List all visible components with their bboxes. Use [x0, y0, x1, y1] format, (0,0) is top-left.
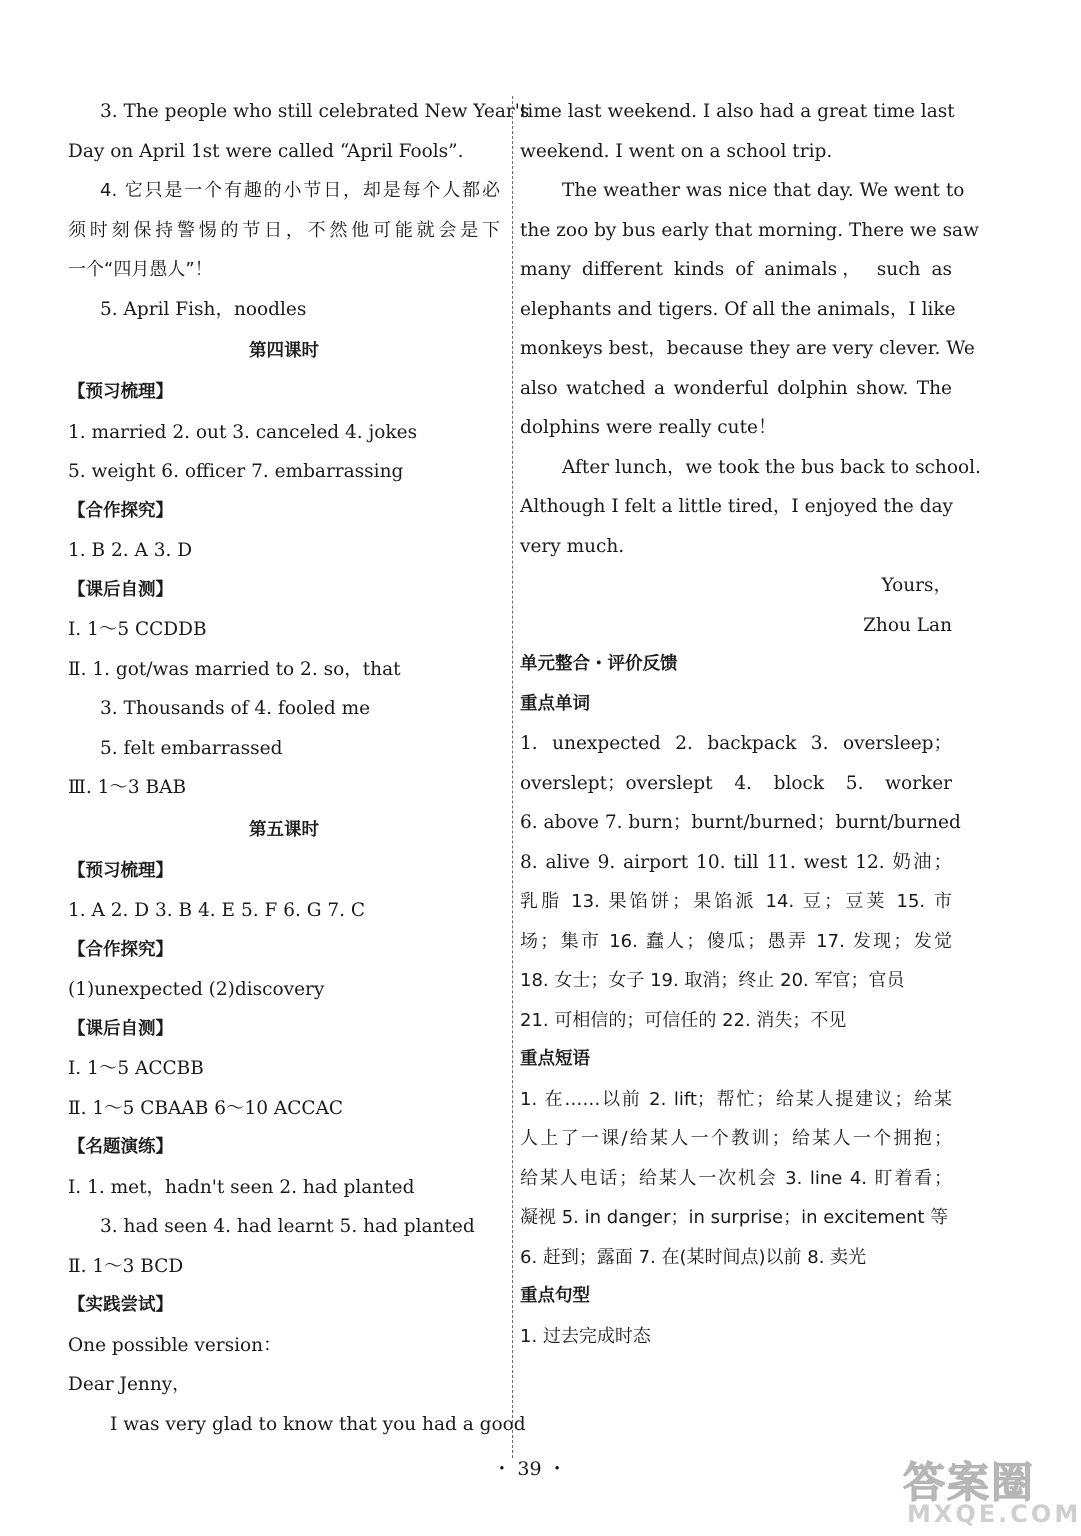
watermark-url: MXQE.COM [907, 1500, 1081, 1528]
lesson-title: 第四课时 [249, 341, 319, 361]
answer-line: 1. B 2. A 3. D [68, 540, 193, 561]
section-heading: 重点短语 [520, 1049, 590, 1069]
section-heading: 【课后自测】 [68, 1018, 173, 1039]
answer-line: 5. felt embarrassed [100, 737, 283, 759]
answer-line: 场；集市 16. 蠢人；傻瓜；愚弄 17. 发现；发觉 [520, 930, 952, 952]
answer-line: 3. The people who still celebrated New Year's [100, 101, 530, 122]
answer-line: 一个“四月愚人”！ [68, 259, 213, 280]
answer-line: 凝视 5. in danger；in surprise；in excitement 等 [520, 1207, 949, 1228]
answer-line: One possible version： [68, 1334, 282, 1356]
section-heading: 【课后自测】 [68, 579, 173, 600]
answer-line: Day on April 1st were called “April Fools”. [68, 140, 464, 162]
answer-line: 6. 赶到；露面 7. 在(某时间点)以前 8. 卖光 [520, 1246, 867, 1268]
section-heading: 重点单词 [520, 693, 590, 714]
answer-line: 1. 过去完成时态 [520, 1325, 651, 1347]
answer-line: Ⅱ. 1. got/was married to 2. so，that [68, 658, 401, 680]
section-heading: 【名题演练】 [68, 1137, 173, 1157]
answer-line: 3. Thousands of 4. fooled me [100, 698, 371, 719]
answer-line: 乳脂 13. 果馅饼；果馅派 14. 豆；豆荚 15. 市 [520, 891, 952, 912]
answer-line: 8. alive 9. airport 10. till 11. west 12. 奶油； [520, 851, 952, 873]
right-column [520, 92, 981, 1356]
answer-line: weekend. I went on a school trip. [520, 140, 833, 162]
lesson-title: 第五课时 [249, 819, 319, 840]
answer-line: very much. [520, 535, 625, 557]
answer-line: Ⅱ. 1～3 BCD [68, 1255, 184, 1277]
answer-line: the zoo by bus early that morning. There we saw [520, 219, 979, 241]
answer-line: 1. unexpected 2. backpack 3. oversleep； [520, 733, 952, 754]
answer-line: time last weekend. I also had a great time last [520, 101, 955, 122]
answer-line: Ⅰ. 1～5 ACCBB [68, 1058, 204, 1079]
answer-line: 须时刻保持警惕的节日，不然他可能就会是下 [68, 219, 500, 241]
section-heading: 重点句型 [520, 1286, 590, 1306]
answer-line: 6. above 7. burn；burnt/burned；burnt/burned [520, 812, 961, 833]
answer-line: The weather was nice that day. We went to [562, 180, 965, 201]
answer-line: 21. 可相信的；可信任的 22. 消失；不见 [520, 1009, 847, 1031]
section-heading: 【合作探究】 [68, 500, 173, 521]
letter-closing: Yours， [881, 575, 952, 596]
answer-line: 人上了一课/给某人一个教训；给某人一个拥抱； [520, 1128, 952, 1149]
answer-line: 1. married 2. out 3. canceled 4. jokes [68, 421, 418, 443]
answer-line: elephants and tigers. Of all the animals，I like [520, 298, 956, 320]
answer-line: 5. weight 6. officer 7. embarrassing [68, 461, 404, 482]
answer-line: (1)unexpected (2)discovery [68, 979, 325, 1000]
answer-line: I was very glad to know that you had a good [110, 1413, 526, 1435]
answer-line: 4. 它只是一个有趣的小节日，却是每个人都必 [100, 180, 500, 201]
left-column [68, 92, 530, 1444]
answer-line: monkeys best，because they are very clever. We [520, 338, 975, 359]
answer-line: Ⅲ. 1～3 BAB [68, 777, 187, 798]
letter-signature: Zhou Lan [863, 614, 952, 636]
answer-line: 1. A 2. D 3. B 4. E 5. F 6. G 7. C [68, 900, 366, 921]
answer-line: After lunch，we took the bus back to school. [562, 456, 981, 478]
answer-line: overslept；overslept 4. block 5. worker [520, 772, 952, 794]
watermark-logo [899, 1448, 1081, 1532]
answer-line: Ⅰ. 1～5 CCDDB [68, 619, 207, 640]
column-divider [512, 96, 513, 1458]
answer-line: 给某人电话；给某人一次机会 3. line 4. 盯着看； [520, 1167, 952, 1189]
section-heading: 【预习梳理】 [68, 860, 173, 881]
section-heading: 【实践尝试】 [68, 1295, 173, 1315]
section-heading: 【合作探究】 [68, 939, 173, 960]
answer-line: 18. 女士；女子 19. 取消；终止 20. 军官；官员 [520, 970, 905, 991]
answer-line: 1. 在……以前 2. lift；帮忙；给某人提建议；给某 [520, 1088, 952, 1110]
section-heading: 单元整合・评价反馈 [520, 654, 678, 674]
answer-line: Ⅱ. 1～5 CBAAB 6～10 ACCAC [68, 1097, 344, 1119]
page-number: ・ 39 ・ [492, 1458, 567, 1480]
answer-line: dolphins were really cute！ [520, 417, 777, 438]
answer-line: Although I felt a little tired，I enjoyed the day [520, 496, 953, 517]
answer-line: 3. had seen 4. had learnt 5. had planted [100, 1216, 475, 1237]
answer-line: Ⅰ. 1. met，hadn't seen 2. had planted [68, 1176, 415, 1198]
answer-line: Dear Jenny， [68, 1374, 191, 1395]
answer-line: 5. April Fish，noodles [100, 298, 307, 320]
section-heading: 【预习梳理】 [68, 382, 173, 402]
watermark-text: 答案圈 [903, 1458, 1036, 1507]
answer-line: also watched a wonderful dolphin show. The [520, 377, 952, 399]
answer-line: many different kinds of animals， such as [520, 259, 952, 280]
